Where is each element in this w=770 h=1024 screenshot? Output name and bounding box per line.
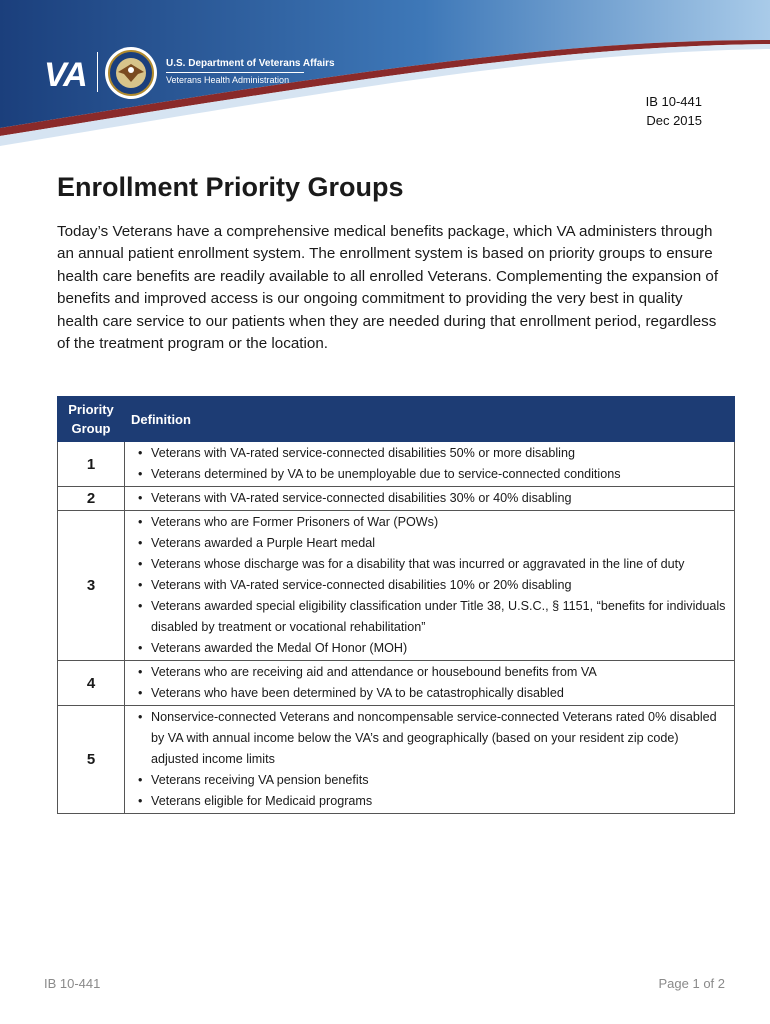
administration-name: Veterans Health Administration	[166, 75, 290, 85]
group-number: 4	[58, 661, 125, 706]
priority-group-header-line2: Group	[71, 421, 111, 436]
department-name: U.S. Department of Veterans Affairs	[166, 58, 335, 69]
table-row	[58, 706, 735, 814]
table-row	[58, 487, 735, 511]
priority-group-header-line1: Priority	[68, 402, 114, 417]
list-item: • Veterans with VA-rated service-connected disabilities 10% or 20% disabling	[125, 575, 728, 596]
list-item: • Veterans determined by VA to be unemployable due to service-connected conditions	[125, 464, 728, 485]
va-logo: VA	[44, 56, 87, 94]
logo-divider	[97, 52, 98, 92]
list-item: • Veterans awarded the Medal Of Honor (MOH)	[125, 638, 728, 659]
list-item: • Veterans whose discharge was for a disability that was incurred or aggravated in the line of duty	[125, 554, 728, 575]
department-rule	[166, 72, 304, 73]
document-identifier	[646, 92, 702, 130]
page-number: Page 1 of 2	[658, 976, 725, 991]
list-item: • Nonservice-connected Veterans and noncompensable service-connected Veterans rated 0% disabled by VA with annual income below the VA’s and geographically (based on your resident zip code) adjusted income limits	[125, 707, 728, 770]
group-definition	[125, 661, 735, 706]
intro-paragraph: Today’s Veterans have a comprehensive medical benefits package, which VA administers through an annual patient enrollment system. The enrollment system is based on priority groups to ensure health care benefits are readily available to all enrolled Veterans. Complementing the expansion of benefits and improved access is our ongoing commitment to providing the very best in quality health care service to our patients when they are needed during that enrollment period, regardless of the treatment program or the location.	[57, 223, 719, 353]
page-title: Enrollment Priority Groups	[57, 172, 404, 202]
list-item: • Veterans who are receiving aid and attendance or housebound benefits from VA	[125, 662, 728, 683]
table-row	[58, 511, 735, 661]
list-item: • Veterans eligible for Medicaid programs	[125, 791, 728, 812]
va-seal-icon	[104, 46, 158, 100]
group-number: 3	[58, 511, 125, 661]
definition-header: Definition	[125, 397, 735, 442]
group-definition	[125, 487, 735, 511]
list-item: • Veterans with VA-rated service-connected disabilities 50% or more disabling	[125, 443, 728, 464]
list-item: • Veterans who are Former Prisoners of War (POWs)	[125, 512, 728, 533]
group-definition	[125, 706, 735, 814]
list-item: • Veterans awarded a Purple Heart medal	[125, 533, 728, 554]
group-number: 5	[58, 706, 125, 814]
table-row	[58, 442, 735, 487]
list-item: • Veterans with VA-rated service-connected disabilities 30% or 40% disabling	[125, 488, 728, 509]
list-item: • Veterans receiving VA pension benefits	[125, 770, 728, 791]
priority-groups-table	[57, 396, 735, 814]
list-item: • Veterans who have been determined by VA to be catastrophically disabled	[125, 683, 728, 704]
document-number: IB 10-441	[645, 94, 702, 109]
table-row	[58, 661, 735, 706]
group-definition	[125, 442, 735, 487]
list-item: • Veterans awarded special eligibility classification under Title 38, U.S.C., § 1151, “benefits for individuals disabled by treatment or vocational rehabilitation”	[125, 596, 728, 638]
table-header-row	[58, 397, 735, 442]
priority-group-header	[58, 397, 125, 442]
footer-document-number: IB 10-441	[44, 976, 101, 991]
group-number: 1	[58, 442, 125, 487]
group-definition	[125, 511, 735, 661]
document-date: Dec 2015	[646, 113, 702, 128]
group-number: 2	[58, 487, 125, 511]
